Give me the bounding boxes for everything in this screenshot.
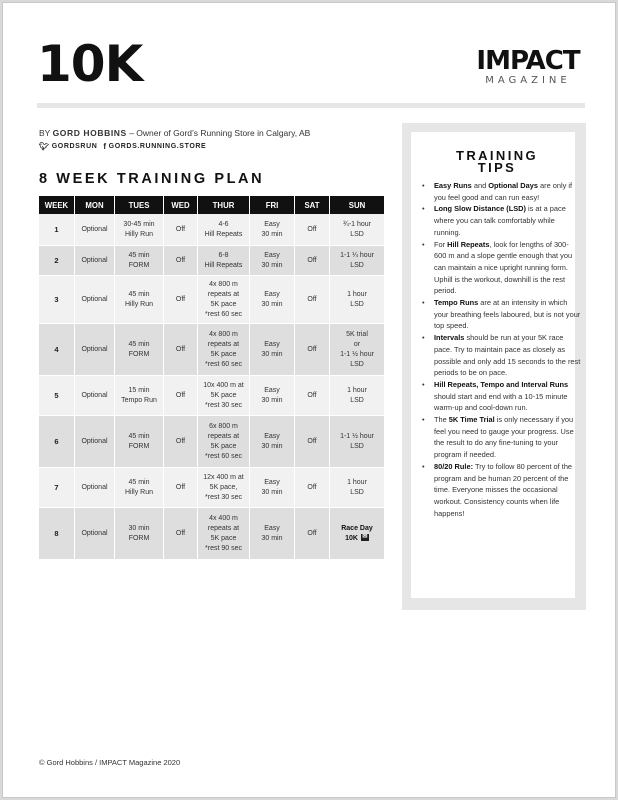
cell-line: 45 min [128,340,150,348]
cell-line: 5K pace [210,442,237,450]
medal-icon: ✉ [362,534,368,541]
twitter-handle[interactable]: GORDSRUN [51,143,98,150]
cell-fri [250,214,295,246]
tip-text: should be run at your 5K race pace. Try to maintain pace as closely as possible and only add 15 seconds to the rest periods to be on pace. [434,333,581,378]
tip-item [419,180,581,203]
tips-title [411,150,583,174]
cell-line: 1-1 ½ hour [340,350,374,358]
cell-line: 8 [54,528,59,538]
cell-week [39,324,75,376]
cell-line: Easy [264,386,280,394]
page [2,2,616,798]
facebook-icon: f [103,142,107,151]
cell-line: LSD [350,396,364,404]
cell-line: 30-45 min [123,220,155,228]
cell-line: 5K pace [210,350,237,358]
cell-sat [295,376,330,416]
cell-sun [330,468,385,508]
cell-mon [75,324,115,376]
cell-line: FORM [128,350,150,358]
cell-wed [164,246,198,276]
table-row [39,276,385,324]
cell-sun [330,508,385,560]
table-row [39,376,385,416]
cell-line: 1 hour [347,386,367,394]
cell-sat [295,276,330,324]
column-header-mon: MON [75,196,115,214]
cell-line: 7 [54,482,59,492]
column-header-fri: FRI [250,196,295,214]
tip-emphasis: 80/20 Rule: [434,461,474,471]
cell-tues [115,276,164,324]
cell-line: 1-1 ¼ hour [340,251,374,259]
cell-tues [115,376,164,416]
cell-line: Hill Repeats [204,261,243,269]
byline [39,128,310,138]
tip-emphasis: Hill Repeats, Tempo and Interval Runs [434,379,569,389]
cell-line: 30 min [261,534,283,542]
tip-text: should start and end with a 10-15 minute warm-up and cool-down run. [434,391,568,413]
tip-text: and [471,181,489,190]
cell-line: Optional [81,483,108,491]
cell-sat [295,468,330,508]
training-plan-table [39,196,385,560]
cell-line: Hilly Run [124,230,153,238]
cell-line: *rest 30 sec [205,493,242,501]
column-header-wed: WED [164,196,198,214]
cell-line: 10K [345,534,358,542]
cell-sun [330,376,385,416]
cell-line: or [353,340,361,348]
column-header-sun: SUN [330,196,385,214]
cell-line: 5K pace, [209,483,238,491]
tip-emphasis: Long Slow Distance (LSD) [434,204,526,214]
cell-line: ¾-1 hour [342,220,372,228]
cell-week [39,246,75,276]
cell-sat [295,508,330,560]
cell-mon [75,508,115,560]
cell-mon [75,416,115,468]
cell-line: Off [307,225,317,233]
cell-week [39,508,75,560]
cell-line: Hilly Run [124,300,153,308]
cell-fri [250,376,295,416]
facebook-handle[interactable]: GORDS.RUNNING.STORE [108,143,207,150]
cell-mon [75,214,115,246]
tips-list [419,180,581,519]
cell-sun [330,246,385,276]
tip-text: is only necessary if you feel you need to gauge your progress. Use the result to do any fine-tuning to your program if needed. [434,415,574,460]
cell-line: 5K pace [210,534,237,542]
cell-line: Off [307,391,317,399]
cell-line: Tempo Run [121,396,157,404]
tip-item [419,203,581,238]
cell-line: 4-6 [218,220,229,228]
cell-sat [295,416,330,468]
cell-line: Off [307,256,317,264]
cell-sat [295,214,330,246]
tip-item [419,239,581,298]
cell-line: FORM [128,261,150,269]
tips-title-line2: TIPS [477,160,517,175]
cell-line: 45 min [128,432,150,440]
cell-line: Easy [264,478,280,486]
cell-line: Off [307,345,317,353]
page-title: 10K [37,35,143,93]
tip-text: are only if you feel good and can run easy! [434,181,573,202]
cell-wed [164,276,198,324]
header-divider [37,103,585,108]
cell-line: 3 [54,294,59,304]
cell-line: 10x 400 m at [203,381,244,389]
cell-line: 1-1 ½ hour [340,432,374,440]
cell-line: Optional [81,529,108,537]
cell-line: Off [175,529,186,537]
cell-thur [198,468,250,508]
byline-author: GORD HOBBINS [52,128,127,138]
cell-week [39,376,75,416]
cell-week [39,276,75,324]
cell-line: FORM [128,442,150,450]
cell-line: Off [307,295,317,303]
tip-emphasis: Tempo Runs [434,298,479,308]
cell-line: LSD [350,300,364,308]
cell-tues [115,508,164,560]
cell-line: Off [175,483,186,491]
cell-line: Easy [264,524,280,532]
cell-fri [250,276,295,324]
cell-thur [198,324,250,376]
cell-wed [164,324,198,376]
cell-sat [295,324,330,376]
table-row [39,416,385,468]
cell-line: Easy [264,290,280,298]
cell-fri [250,324,295,376]
table-row [39,246,385,276]
cell-thur [198,276,250,324]
logo-main-text: IMPACT [476,46,580,76]
tip-item [419,332,581,379]
cell-tues [115,324,164,376]
cell-tues [115,214,164,246]
race-day-line [330,534,384,544]
tip-emphasis: Hill Repeats [447,239,490,249]
cell-mon [75,276,115,324]
cell-week [39,214,75,246]
cell-line: Easy [264,251,280,259]
cell-line: 30 min [261,261,283,269]
column-header-week: WEEK [39,196,75,214]
cell-line: LSD [350,261,364,269]
cell-line: Easy [264,340,280,348]
cell-line: 30 min [261,488,283,496]
cell-line: Optional [81,295,108,303]
copyright-footer: © Gord Hobbins / IMPACT Magazine 2020 [39,758,181,767]
cell-line: Optional [81,345,108,353]
cell-sun [330,276,385,324]
cell-line: 6 [54,436,59,446]
social-links [39,142,206,151]
column-header-sat: SAT [295,196,330,214]
cell-line: repeats at [207,290,240,298]
cell-line: 5K trial [346,330,368,338]
cell-line: 30 min [128,524,150,532]
table-row [39,324,385,376]
cell-line: 6-8 [218,251,229,259]
cell-line: 4x 800 m [209,330,238,338]
table-row [39,508,385,560]
cell-line: Off [175,295,186,303]
tips-title-line1: TRAINING [455,148,539,163]
cell-line: 5K pace [210,391,237,399]
cell-line: 5K pace [210,300,237,308]
cell-tues [115,416,164,468]
tip-text: are at an intensity in which your breathing feels laboured, but is not your top speed. [434,298,581,331]
table-header-row [39,196,385,214]
cell-line: 45 min [128,478,150,486]
cell-wed [164,416,198,468]
cell-fri [250,246,295,276]
cell-line: 15 min [128,386,150,394]
cell-line: LSD [350,360,364,368]
tip-item [419,379,581,414]
byline-description: – Owner of Gord’s Running Store in Calgary, AB [129,128,311,138]
cell-line: Off [175,345,186,353]
cell-line: 30 min [261,230,283,238]
cell-line: 4x 400 m [209,514,238,522]
cell-line: Hilly Run [124,488,153,496]
cell-line: *rest 30 sec [205,401,242,409]
impact-magazine-logo [472,48,584,87]
cell-line: 4x 800 m [209,280,238,288]
twitter-icon: 🐦︎ [39,142,50,151]
cell-line: 30 min [261,350,283,358]
tip-text: is at a pace where you can talk comfortably while running. [434,204,566,237]
cell-fri [250,508,295,560]
tip-item [419,414,581,461]
cell-line: Optional [81,256,108,264]
cell-line: Off [307,483,317,491]
tip-text: Try to follow 80 percent of the program and be human 20 percent of the time. Everyone misses the occasional workout. Consistency counts when life happens! [434,461,573,518]
cell-wed [164,468,198,508]
cell-line: Off [175,391,186,399]
cell-line: *rest 60 sec [205,310,242,318]
cell-line: 1 hour [347,478,367,486]
tip-emphasis: Easy Runs [434,181,472,190]
byline-prefix: BY [39,128,51,138]
cell-line: 2 [54,255,59,265]
cell-thur [198,214,250,246]
plan-title: 8 WEEK TRAINING PLAN [39,171,265,187]
tip-emphasis: 5K Time Trial [448,415,495,425]
cell-line: 1 hour [347,290,367,298]
cell-line: *rest 60 sec [205,360,242,368]
cell-line: 30 min [261,300,283,308]
cell-mon [75,376,115,416]
cell-thur [198,416,250,468]
cell-line: repeats at [207,340,240,348]
cell-line: Optional [81,391,108,399]
cell-wed [164,376,198,416]
tip-emphasis: Intervals [434,333,465,343]
cell-sat [295,246,330,276]
cell-line: 12x 400 m at [203,473,244,481]
tip-text: For [434,239,448,249]
cell-line: 45 min [128,290,150,298]
cell-line: Off [307,437,317,445]
training-tips-card [411,132,581,598]
cell-thur [198,246,250,276]
cell-line: repeats at [207,524,240,532]
cell-line: 5 [54,390,59,400]
cell-line: Easy [264,220,280,228]
cell-line: 30 min [261,396,283,404]
cell-tues [115,468,164,508]
tip-text: The [434,415,449,425]
cell-line: repeats at [207,432,240,440]
cell-line: Hill Repeats [204,230,243,238]
cell-wed [164,508,198,560]
cell-thur [198,376,250,416]
cell-line: Off [307,529,317,537]
tip-item [419,461,581,520]
cell-mon [75,468,115,508]
cell-line: Off [175,437,186,445]
cell-line: Easy [264,432,280,440]
cell-line: 4 [54,344,59,354]
column-header-tues: TUES [115,196,164,214]
cell-line: Off [175,225,186,233]
cell-line: 30 min [261,442,283,450]
cell-line: Optional [81,225,108,233]
cell-line: LSD [350,488,364,496]
cell-line: 6x 800 m [209,422,238,430]
training-tips-panel [402,123,586,610]
cell-fri [250,416,295,468]
cell-fri [250,468,295,508]
cell-week [39,416,75,468]
cell-tues [115,246,164,276]
cell-line: LSD [350,230,364,238]
tip-item [419,297,581,332]
cell-line: Optional [81,437,108,445]
column-header-thur: THUR [198,196,250,214]
cell-line: FORM [128,534,150,542]
cell-sun [330,324,385,376]
table-row [39,468,385,508]
cell-mon [75,246,115,276]
cell-thur [198,508,250,560]
cell-line: 45 min [128,251,150,259]
cell-sun [330,214,385,246]
cell-line: LSD [350,442,364,450]
cell-line: *rest 90 sec [205,544,242,552]
tip-emphasis: Optional Days [488,181,538,190]
cell-line: 1 [54,224,59,234]
tip-text: , look for lengths of 300-600 m and a slope gentle enough that you can maintain a nice upright running form. Uphill is the workout, downhill is the rest period. [434,239,573,296]
cell-sun [330,416,385,468]
cell-line: Race Day [341,524,373,532]
cell-wed [164,214,198,246]
cell-line: *rest 60 sec [205,452,242,460]
logo-sub-text: MAGAZINE [485,75,571,86]
cell-line: Off [175,256,186,264]
table-row [39,214,385,246]
cell-week [39,468,75,508]
